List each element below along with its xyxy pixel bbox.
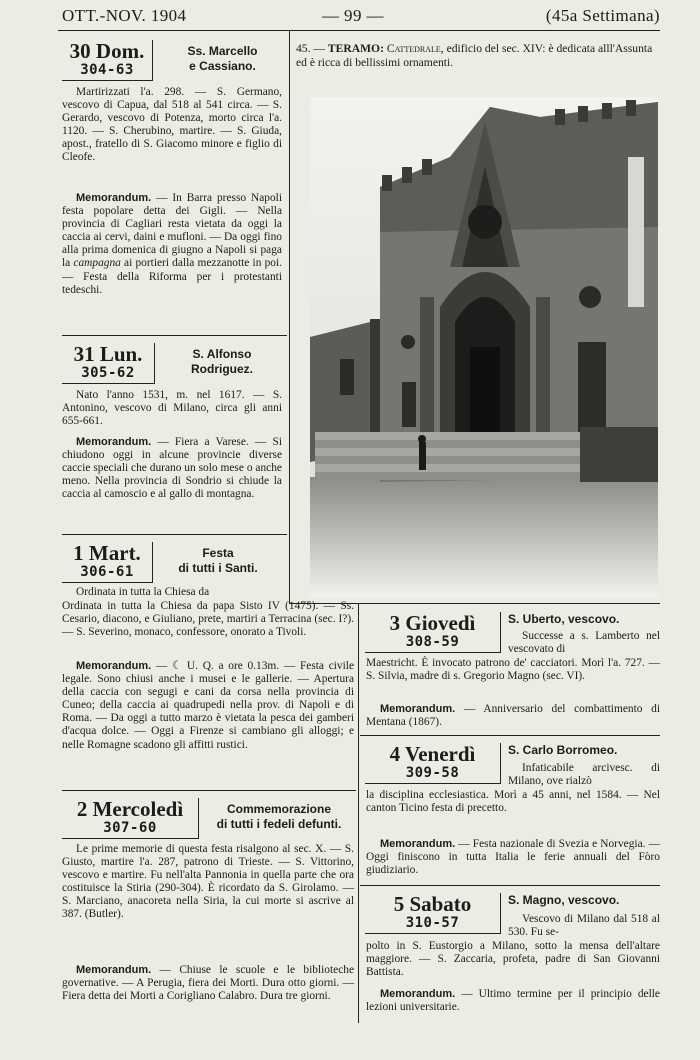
entry-body-start: Infaticabile arcivesc. di Milano, ove rialzò [508,762,660,788]
entry-text-4a [508,762,660,788]
memo-body: — Chiuse le scuole e le biblioteche governative. — A Perugia, fiera dei Morti. Dura otto giorni. — Fiera detta dei Morti a Corigliano Calabro. Dura tre giorni. [62,964,354,1003]
saint-line: Commemorazione [226,802,332,816]
saint-line: Ss. Marcello [187,44,258,58]
entry-text-5a [508,913,660,939]
entry-body-start: Successe a s. Lamberto nel vescovato di [508,630,660,656]
day-box-3 [365,612,501,653]
day-box-30 [62,40,153,81]
entry-rule [62,335,287,336]
photo-caption [296,42,666,69]
entry-body: Ordinata in tutta la Chiesa da papa Sisto IV (1475). — Ss. Cesario, diacono, e Giuliano, prete, martiri a Terracina (sec. I?). — S. Severino, monaco, confessore, onorato a Tivoli. [62,600,354,639]
entry-rule [62,790,356,791]
saint-name-30 [160,44,285,74]
entry-text-5 [366,940,660,979]
photo-building: Cattedrale [386,42,441,55]
page-number: — 99 — [322,6,384,25]
memo-body: — Festa nazionale di Svezia e Norvegia. — Oggi finiscono in tutta Italia le ferie annuali del Fòro giudiziario. [366,838,660,877]
memo-body: — Ultimo termine per il principio delle lezioni universitarie. [366,988,660,1014]
entry-body: Maestricht. È invocato patrono de' cacciatori. Morì l'a. 727. — S. Silvia, madre di s. Gregorio Magno (sec. VI). [366,657,660,683]
memo-body: — ☾ U. Q. a ore 0.13m. — Festa civile legale. Sono chiusi anche i musei e le gallerie. — Apertura della caccia con segugi e cani da corsa nella provincia di Cuneo; della caccia ai quadrupedi nella prov. di Napoli e di Roma. — Da oggi a tutto marzo è vietata la pesca dei gamberi d'acqua dolce. — Oggi a Firenze si cambiano gli alloggi; e nelle Romagne scadono gli affitti rustici. [62,660,354,751]
memo-body: — In Barra presso Napoli festa popolare detta dei Gigli. — Nella provincia di Cagliari resta vietata da oggi la caccia ai cervi, daini e mufloni. — Da oggi fino alla prima domenica di giugno a Napoli si paga la [62,192,282,270]
column-divider-bottom [358,603,359,1023]
column-divider-top [289,31,290,603]
memo-body: — Anniversario del combattimento di Mentana (1867). [366,703,660,729]
day-title: 5 Sabato [393,892,472,916]
day-box-31 [62,343,155,384]
day-number: 310-57 [405,915,460,931]
day-number: 305-62 [81,365,135,381]
day-box-4 [365,743,501,784]
saint-name-31 [162,347,282,377]
saint-name-3 [508,612,658,627]
header-dates: OTT.-NOV. 1904 [62,6,187,25]
entry-text-3 [366,657,660,683]
day-title: 2 Mercoledì [76,797,184,821]
entry-text-3a [508,630,660,656]
entry-body-start: Ordinata in tutta la Chiesa da [76,586,210,598]
saint-line: S. Magno, vescovo. [508,893,620,907]
page-header [62,6,660,28]
memo-label: Memorandum. [76,964,152,976]
entry-rule [62,534,287,535]
memo-label: Memorandum. [380,838,456,850]
memo-2 [62,964,354,1003]
photo-number: 45. — [296,42,325,55]
entry-body: Martirizzati l'a. 298. — S. Germano, vescovo di Capua, dal 518 al 541 circa. — S. Gerardo, vescovo di Potenza, morto circa l'a. 1120. — S. Cherubino, martire. — S. Giuda, apost., fratello di S. Giacomo minore e figlio di Cleofe. [62,86,282,164]
entry-body-start: Vescovo di Milano dal 518 al 530. Fu se- [508,913,660,939]
entry-body: Nato l'anno 1531, m. nel 1617. — S. Antonino, vescovo di Milano, circa gli anni 655-661. [62,389,282,428]
photo-city: TERAMO: [327,42,384,55]
entry-body: polto in S. Eustorgio a Milano, sotto la mensa dell'altare maggiore. — S. Zaccaria, profeta, padre di San Giovanni Battista. [366,940,660,979]
entry-body: la disciplina ecclesiastica. Morì a 45 anni, nel 1584. — Nel canton Ticino festa di precetto. [366,789,660,815]
day-title: 4 Venerdì [389,742,476,766]
memo-1 [62,660,354,752]
memo-3 [366,703,660,729]
saint-line: di tutti i Santi. [178,561,258,575]
cathedral-photo [310,97,658,597]
saint-name-5 [508,893,658,908]
entry-rule [360,735,660,736]
saint-line: e Cassiano. [189,59,256,73]
memo-30 [62,192,282,297]
photo-caption-text: , edificio del sec. XIV: è dedicata alll'Assunta ed è ricca di bellissimi ornamenti. [296,42,653,69]
memo-body: ai portieri dalla mezzanotte in poi. — Festa della Riforma per i protestanti tedeschi. [62,257,282,296]
day-number: 304-63 [80,62,134,78]
day-box-2 [62,798,199,839]
saint-name-1 [158,546,278,576]
memo-body: — Fiera a Varese. — Si chiudono oggi in alcune provincie diverse caccie speciali che durano un solo mese o anche meno. Nella provincia di Sondrio si chiude la caccia al camoscio e al gallo di montagna. [62,436,282,501]
entry-text-1a [62,586,282,599]
entry-text-30 [62,86,282,165]
entry-text-2 [62,843,354,922]
day-title: 3 Giovedì [389,611,476,635]
day-title: 30 Dom. [69,39,145,63]
memo-label: Memorandum. [380,703,456,715]
memo-label: Memorandum. [76,436,152,448]
entry-rule [360,885,660,886]
saint-line: di tutti i fedeli defunti. [216,817,342,831]
day-number: 307-60 [103,820,157,836]
cathedral-illustration [310,97,658,597]
header-rule [58,30,660,31]
day-number: 306-61 [80,564,134,580]
memo-4 [366,838,660,877]
day-box-5 [365,893,501,934]
saint-line: Festa [202,546,234,560]
day-number: 309-58 [405,765,460,781]
saint-name-4 [508,743,658,758]
memo-31 [62,436,282,501]
entry-text-31 [62,389,282,428]
entry-text-1 [62,600,354,639]
day-title: 31 Lun. [73,342,143,366]
saint-line: S. Carlo Borromeo. [508,743,618,757]
day-title: 1 Mart. [73,541,141,565]
memo-label: Memorandum. [76,192,152,204]
saint-line: Rodriguez. [191,362,253,376]
day-box-1 [62,542,153,583]
memo-5 [366,988,660,1014]
memo-label: Memorandum. [380,988,456,1000]
day-number: 308-59 [405,634,460,650]
entry-text-4 [366,789,660,815]
saint-name-2 [202,802,356,832]
header-week: (45a Settimana) [545,6,660,25]
entry-body: Le prime memorie di questa festa risalgono al sec. X. — S. Giusto, martire l'a. 287, patrono di Trieste. — S. Vittorino, vescovo e martire. Fu nell'alta Pannonia in quella parte che ora costituisce la Stiria (290-304). È ricordato da S. Girolamo. — S. Marciano, anacoreta nella Siria, la cui morte si ascrive al 387. (Butler). [62,843,354,921]
saint-line: S. Uberto, vescovo. [508,612,620,626]
memo-italic: campagna [73,257,121,270]
memo-label: Memorandum. [76,660,152,672]
saint-line: S. Alfonso [192,347,252,361]
